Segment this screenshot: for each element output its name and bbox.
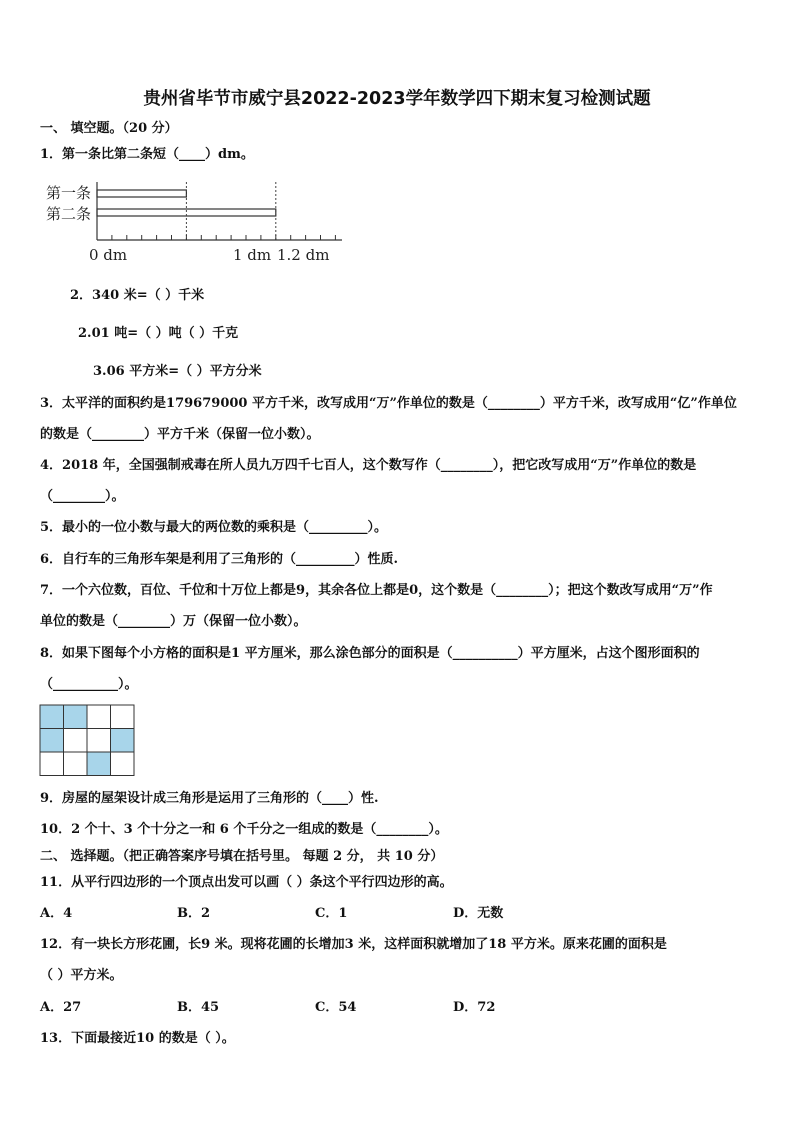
grid-cell	[87, 729, 111, 753]
question-9: 9．房屋的屋架设计成三角形是运用了三角形的（____）性.	[40, 791, 379, 806]
q11-option-a: A．4	[40, 906, 73, 921]
grid-cell-shaded	[40, 705, 64, 729]
question-5: 5．最小的一位小数与最大的两位数的乘积是（_________）。	[40, 520, 388, 535]
question-3-line1: 3．太平洋的面积约是179679000 平方千米，改写成用“万”作单位的数是（________）平方千米，改写成用“亿”作单位	[40, 396, 737, 411]
ruler-ticks	[112, 235, 336, 240]
question-11: 11．从平行四边形的一个顶点出发可以画（ ）条这个平行四边形的高。	[40, 875, 453, 890]
q12-option-a: A．27	[40, 1000, 82, 1015]
section1-heading: 一、 填空题。（20 分）	[40, 121, 178, 136]
question-7-line1: 7．一个六位数，百位、千位和十万位上都是9，其余各位上都是0，这个数是（________）；把这个数改写成用“万”作	[40, 583, 713, 598]
first-bar	[97, 190, 186, 197]
grid-cell	[40, 752, 64, 776]
grid-cell-shaded	[64, 705, 88, 729]
tick-label-1: 1 dm	[233, 246, 272, 264]
grid-cell	[111, 705, 135, 729]
question-2-line2: 2.01 吨=（ ）吨（ ）千克	[78, 326, 239, 341]
q1-ruler-figure	[40, 178, 350, 268]
question-7-line2: 单位的数是（________）万（保留一位小数）。	[40, 614, 307, 629]
tick-label-1-2: 1.2 dm	[277, 246, 330, 264]
question-1: 1．第一条比第二条短（____）dm。	[40, 147, 254, 162]
question-13: 13．下面最接近10 的数是（ ）。	[40, 1031, 235, 1046]
grid-cell-shaded	[40, 729, 64, 753]
q12-option-d: D．72	[453, 1000, 496, 1015]
section2-heading: 二、 选择题。（把正确答案序号填在括号里。 每题 2 分， 共 10 分）	[40, 849, 444, 864]
q12-option-c: C．54	[315, 1000, 357, 1015]
question-8-line2: （__________）。	[40, 677, 138, 692]
grid-cell-shaded	[87, 752, 111, 776]
question-4-line1: 4．2018 年，全国强制戒毒在所人员九万四千七百人，这个数写作（________），把它改写成用“万”作单位的数是	[40, 458, 697, 473]
question-2-line1: 2．340 米=（ ）千米	[70, 288, 205, 303]
question-12-line1: 12．有一块长方形花圃，长9 米。现将花圃的长增加3 米，这样面积就增加了18 平方米。原来花圃的面积是	[40, 937, 667, 952]
tick-label-0: 0 dm	[89, 246, 128, 264]
q8-grid-figure	[39, 704, 135, 777]
q12-option-b: B．45	[177, 1000, 220, 1015]
question-10: 10．2 个十、3 个十分之一和 6 个千分之一组成的数是（________）。	[40, 822, 448, 837]
q11-option-c: C．1	[315, 906, 348, 921]
label-second-bar: 第二条	[46, 205, 92, 223]
grid-cell	[64, 729, 88, 753]
grid-cell	[87, 705, 111, 729]
question-3-line2: 的数是（________）平方千米（保留一位小数）。	[40, 427, 320, 442]
question-2-line3: 3.06 平方米=（ ）平方分米	[93, 364, 262, 379]
q11-option-d: D．无数	[453, 906, 504, 921]
grid-cell	[111, 752, 135, 776]
question-6: 6．自行车的三角形车架是利用了三角形的（_________）性质.	[40, 552, 399, 567]
grid-cell	[64, 752, 88, 776]
question-12-line2: （ ）平方米。	[40, 968, 123, 983]
question-8-line1: 8．如果下图每个小方格的面积是1 平方厘米，那么涂色部分的面积是（__________）平方厘米，占这个图形面积的	[40, 646, 700, 661]
page-title: 贵州省毕节市威宁县2022-2023学年数学四下期末复习检测试题	[143, 89, 651, 109]
label-first-bar: 第一条	[46, 184, 92, 202]
question-4-line2: （________）。	[40, 489, 125, 504]
grid-cell-shaded	[111, 729, 135, 753]
q11-option-b: B．2	[177, 906, 211, 921]
